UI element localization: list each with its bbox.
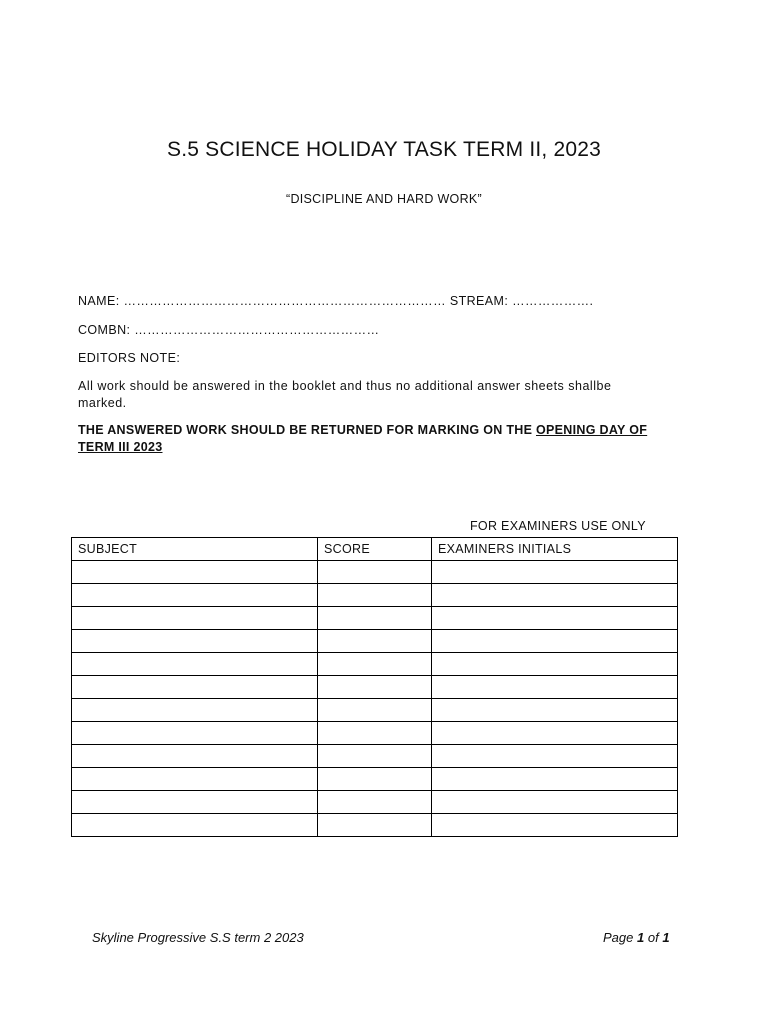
- return-notice: [78, 422, 658, 456]
- header-examiners-initials: EXAMINERS INITIALS: [432, 538, 678, 561]
- page-current: 1: [637, 930, 645, 945]
- score-cell[interactable]: [318, 653, 432, 676]
- instruction-text: All work should be answered in the booklet and thus no additional answer sheets shallbe marked.: [78, 379, 612, 410]
- subject-cell[interactable]: [72, 630, 318, 653]
- combn-label: COMBN:: [78, 323, 131, 337]
- score-cell[interactable]: [318, 607, 432, 630]
- initials-cell[interactable]: [432, 791, 678, 814]
- score-cell[interactable]: [318, 722, 432, 745]
- page-of: of: [647, 930, 659, 945]
- subject-cell[interactable]: [72, 561, 318, 584]
- school-motto: “DISCIPLINE AND HARD WORK”: [285, 192, 482, 206]
- table-header-row: [72, 538, 678, 561]
- score-cell[interactable]: [318, 699, 432, 722]
- table-row: [72, 722, 678, 745]
- table-row: [72, 791, 678, 814]
- initials-cell[interactable]: [432, 584, 678, 607]
- initials-cell[interactable]: [432, 561, 678, 584]
- score-cell[interactable]: [318, 814, 432, 837]
- subject-cell[interactable]: [72, 814, 318, 837]
- initials-cell[interactable]: [432, 653, 678, 676]
- subject-cell[interactable]: [72, 768, 318, 791]
- subject-cell[interactable]: [72, 584, 318, 607]
- examiners-caption: FOR EXAMINERS USE ONLY: [470, 519, 646, 533]
- editors-note-heading: EDITORS NOTE:: [78, 351, 181, 365]
- score-cell[interactable]: [318, 745, 432, 768]
- score-cell[interactable]: [318, 561, 432, 584]
- header-score: SCORE: [318, 538, 432, 561]
- initials-cell[interactable]: [432, 745, 678, 768]
- stream-field[interactable]: ……………….: [512, 294, 594, 308]
- name-stream-line: [78, 294, 593, 308]
- name-field[interactable]: …………………………………………………………………: [123, 294, 446, 308]
- table-row: [72, 814, 678, 837]
- footer-school-name: Skyline Progressive S.S term 2 2023: [92, 930, 304, 945]
- subject-cell[interactable]: [72, 607, 318, 630]
- initials-cell[interactable]: [432, 768, 678, 791]
- initials-cell[interactable]: [432, 699, 678, 722]
- return-notice-text: THE ANSWERED WORK SHOULD BE RETURNED FOR MARKING ON THE: [78, 423, 536, 437]
- subject-cell[interactable]: [72, 699, 318, 722]
- subject-cell[interactable]: [72, 745, 318, 768]
- subject-cell[interactable]: [72, 791, 318, 814]
- page-total: 1: [662, 930, 670, 945]
- initials-cell[interactable]: [432, 814, 678, 837]
- document-title: S.5 SCIENCE HOLIDAY TASK TERM II, 2023: [167, 138, 601, 161]
- score-cell[interactable]: [318, 768, 432, 791]
- header-subject: SUBJECT: [72, 538, 318, 561]
- table-row: [72, 630, 678, 653]
- stream-label: STREAM:: [449, 294, 509, 308]
- score-cell[interactable]: [318, 630, 432, 653]
- score-cell[interactable]: [318, 791, 432, 814]
- table-row: [72, 699, 678, 722]
- table-row: [72, 745, 678, 768]
- initials-cell[interactable]: [432, 722, 678, 745]
- table-row: [72, 653, 678, 676]
- table-row: [72, 676, 678, 699]
- subject-cell[interactable]: [72, 676, 318, 699]
- table-row: [72, 607, 678, 630]
- initials-cell[interactable]: [432, 630, 678, 653]
- return-notice-date: OPENING DAY OF TERM III 2023: [78, 423, 648, 454]
- combn-line: [78, 323, 379, 337]
- score-cell[interactable]: [318, 584, 432, 607]
- table-row: [72, 768, 678, 791]
- initials-cell[interactable]: [432, 676, 678, 699]
- score-table: [71, 537, 678, 837]
- footer-page-number: [603, 930, 670, 945]
- initials-cell[interactable]: [432, 607, 678, 630]
- score-cell[interactable]: [318, 676, 432, 699]
- page-word: Page: [603, 930, 634, 945]
- subject-cell[interactable]: [72, 722, 318, 745]
- table-row: [72, 561, 678, 584]
- subject-cell[interactable]: [72, 653, 318, 676]
- combn-field[interactable]: …………………………………………………: [134, 323, 380, 337]
- name-label: NAME:: [78, 294, 120, 308]
- table-row: [72, 584, 678, 607]
